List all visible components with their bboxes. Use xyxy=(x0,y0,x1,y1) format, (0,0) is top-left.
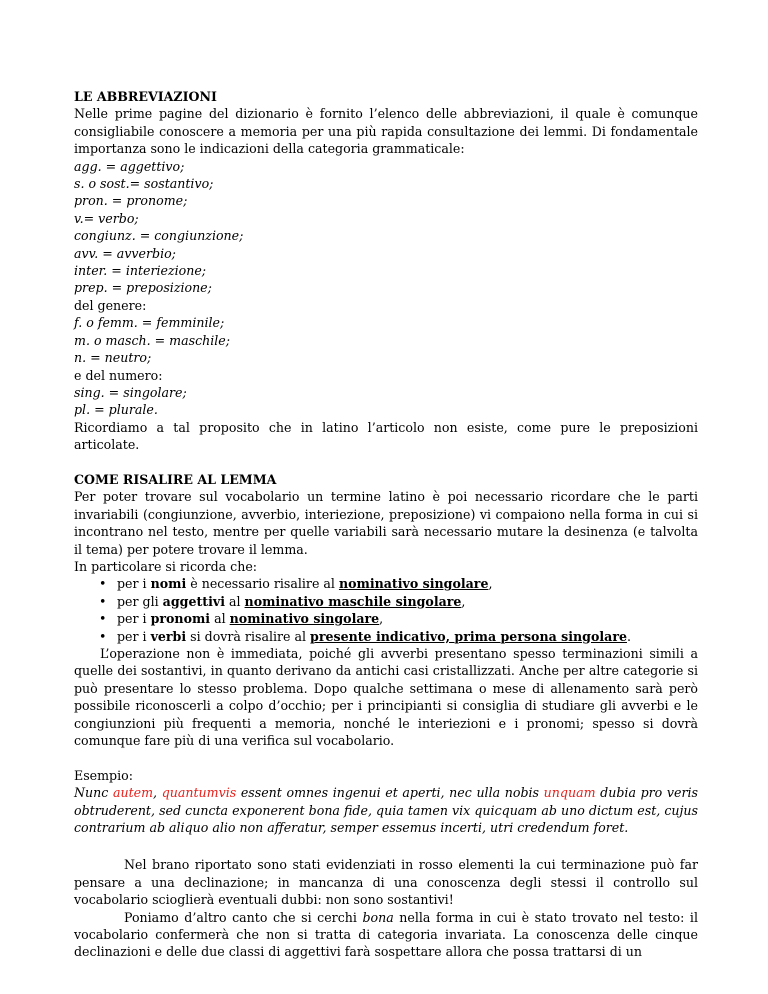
bullet-icon: • xyxy=(99,576,107,592)
lemma-intro: Per poter trovare sul vocabolario un termine latino è poi necessario ricordare che le parti invariabili (congiunzione, avverbio, interiezione, preposizione) vi compaiono nella forma in cui si incontrano nel testo, mentre per quelle variabili sarà necessario mutare la desinenza (e talvolta il tema) per potere trovare il lemma. xyxy=(74,489,698,557)
abbreviations-intro: Nelle prime pagine del dizionario è fornito l’elenco delle abbreviazioni, il quale è comunque consigliabile conoscere a memoria per una più rapida consultazione dei lemmi. Di fondamentale importanza sono le indicazioni della categoria grammaticale: xyxy=(74,106,698,157)
gender-abbreviations-list xyxy=(74,314,698,366)
list-item: avv. = avverbio; xyxy=(74,245,176,261)
example-label: Esempio: xyxy=(74,767,133,783)
commentary-paragraph-2: Poniamo d’altro canto che si cerchi bona nella forma in cui è stato trovato nel testo: il vocabolario confermerà che non si tratta di categoria invariata. La conoscenza delle cinque declinazioni e delle due classi di aggettivi farà sospettare allora che possa trattarsi di un xyxy=(74,909,698,960)
bullet-icon: • xyxy=(99,611,107,627)
document-page xyxy=(74,88,698,961)
lemma-rules-list xyxy=(74,575,698,645)
list-item: congiunz. = congiunzione; xyxy=(74,228,244,244)
lemma-list-intro: In particolare si ricorda che: xyxy=(74,558,258,574)
grammar-abbreviations-list xyxy=(74,158,698,297)
abbreviations-closing: Ricordiamo a tal proposito che in latino l’articolo non esiste, come pure le preposizioni articolate. xyxy=(74,419,698,453)
highlight-quantumvis: quantumvis xyxy=(161,785,237,801)
bullet-icon: • xyxy=(99,593,107,609)
list-item: • per i nomi è necessario risalire al nominativo singolare, xyxy=(99,576,493,592)
commentary-paragraph-1: Nel brano riportato sono stati evidenziati in rosso elementi la cui terminazione può far pensare a una declinazione; in mancanza di una conoscenza degli stessi il controllo sul vocabolario scioglierà eventuali dubbi: non sono sostantivi! xyxy=(74,857,698,908)
list-item: inter. = interiezione; xyxy=(74,263,207,279)
list-item: sing. = singolare; xyxy=(74,384,187,400)
list-item: pl. = plurale. xyxy=(74,402,158,418)
list-item: • per i verbi si dovrà risalire al presente indicativo, prima persona singolare. xyxy=(99,628,631,644)
bullet-icon: • xyxy=(99,628,107,644)
lemma-body: L’operazione non è immediata, poiché gli avverbi presentano spesso terminazioni simili a quelle dei sostantivi, in quanto derivano da antichi casi cristallizzati. Anche per altre categorie si può presentare lo stesso problema. Dopo qualche settimana o mese di allenamento sarà però possibile riconoscerli a colpo d’occhio; per i principianti si consiglia di studiare gli avverbi e le congiunzioni più frequenti a memoria, nonché le interiezioni e i pronomi; spesso si dovrà comunque fare più di una verifica sul vocabolario. xyxy=(74,645,698,749)
list-item: s. o sost.= sostantivo; xyxy=(74,176,214,192)
list-item: n. = neutro; xyxy=(74,350,152,366)
latin-example: Nunc autem, quantumvis essent omnes ingenui et aperti, nec ulla nobis unquam dubia pro veris obtruderent, sed cuncta exponerent bona fide, quia tamen vix quicquam ab uno dictum est, cujus contrarium ab aliquo alio non afferatur, semper essemus incerti, utri credendum foret. xyxy=(74,785,698,836)
list-item: m. o masch. = maschile; xyxy=(74,332,231,348)
highlight-unquam: unquam xyxy=(543,785,596,801)
list-item: • per gli aggettivi al nominativo maschile singolare, xyxy=(99,593,466,609)
list-item: f. o femm. = femminile; xyxy=(74,315,225,331)
section-heading-abbreviazioni: LE ABBREVIAZIONI xyxy=(74,89,217,104)
list-item: prep. = preposizione; xyxy=(74,280,212,296)
list-item: agg. = aggettivo; xyxy=(74,158,185,174)
number-abbreviations-list xyxy=(74,384,698,419)
gender-label: del genere: xyxy=(74,297,147,313)
list-item: pron. = pronome; xyxy=(74,193,188,209)
list-item: v.= verbo; xyxy=(74,210,139,226)
highlight-autem: autem xyxy=(112,785,154,801)
list-item: • per i pronomi al nominativo singolare, xyxy=(99,611,384,627)
section-heading-lemma: COME RISALIRE AL LEMMA xyxy=(74,471,277,487)
number-label: e del numero: xyxy=(74,367,163,383)
